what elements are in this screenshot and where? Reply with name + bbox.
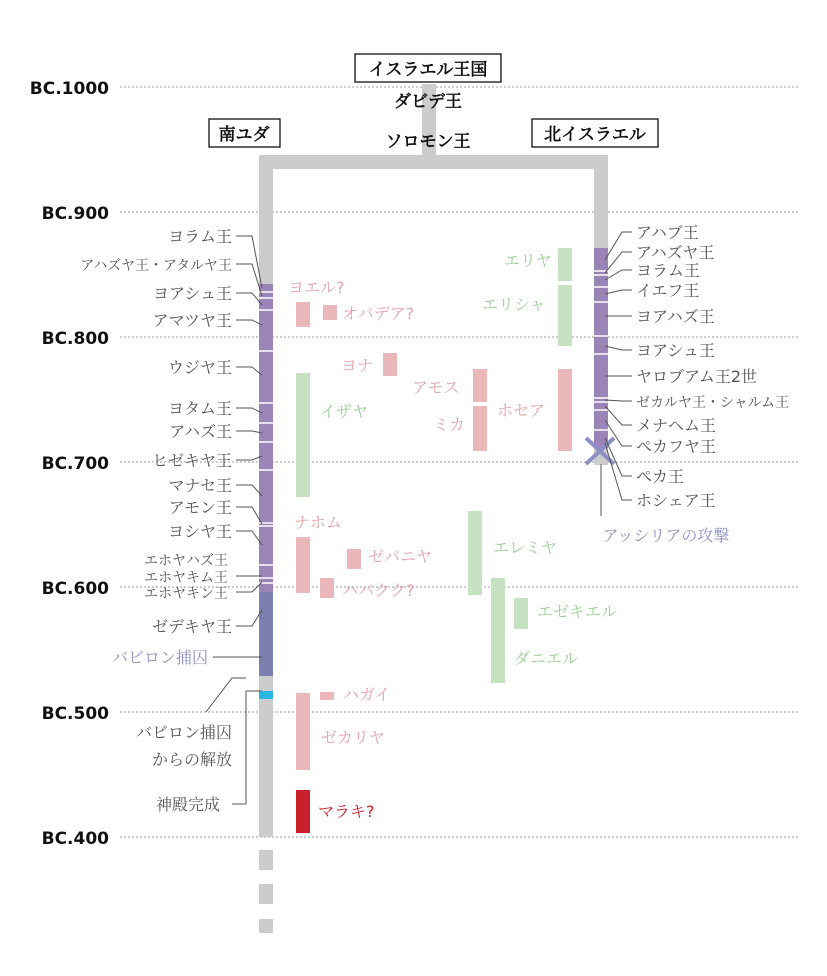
judah-king: ゼデキヤ王 xyxy=(151,617,232,636)
prophet-label: ミカ xyxy=(433,415,466,434)
prophet-label: エゼキエル xyxy=(537,602,618,621)
year-label: BC.1000 xyxy=(29,79,109,99)
year-label: BC.700 xyxy=(41,454,109,474)
prophet-label: マラキ? xyxy=(318,802,375,821)
year-label: BC.900 xyxy=(41,204,109,224)
prophet-label: オバデア? xyxy=(342,304,415,323)
judah-king: アハズヤ王・アタルヤ王 xyxy=(80,258,232,274)
judah-header: 南ユダ xyxy=(218,125,270,145)
judah-king: ヒゼキヤ王 xyxy=(151,451,232,470)
king-solomon: ソロモン王 xyxy=(385,132,471,152)
release-label-line2: からの解放 xyxy=(151,750,232,769)
year-labels xyxy=(30,79,109,849)
israel-king: ヨアハズ王 xyxy=(636,307,715,326)
israel-king: ペカ王 xyxy=(636,467,685,486)
trunk-dash xyxy=(259,850,273,870)
split-bar xyxy=(259,155,599,169)
prophet-label: ハガイ xyxy=(343,685,391,704)
year-label: BC.600 xyxy=(41,579,109,599)
king-david: ダビデ王 xyxy=(394,92,462,112)
judah-king: ヨラム王 xyxy=(168,227,232,246)
judah-king: マナセ王 xyxy=(168,476,232,495)
israel-king: ペカフヤ王 xyxy=(636,437,717,456)
united-kingdom-header: イスラエル王国 xyxy=(368,60,488,80)
judah-events xyxy=(112,648,262,814)
judah-king: エホヤキム王 xyxy=(144,570,228,586)
release-marker xyxy=(259,691,273,699)
prophet-label: ホセア xyxy=(497,401,546,420)
prophet-label: ナホム xyxy=(294,513,343,532)
israel-kings-bar xyxy=(586,248,614,464)
prophet-label: ダニエル xyxy=(514,649,579,668)
prophet-label: ハバクク? xyxy=(342,581,415,600)
israel-king-labels xyxy=(601,223,789,545)
judah-king: ウジヤ王 xyxy=(167,358,232,377)
year-label: BC.500 xyxy=(41,704,109,724)
trunk-dash xyxy=(259,919,273,933)
israel-king: ゼカルヤ王・シャルム王 xyxy=(636,395,790,411)
temple-completion-label: 神殿完成 xyxy=(155,795,220,814)
israel-king: アハブ王 xyxy=(636,223,699,242)
assyria-attack-label: アッシリアの攻撃 xyxy=(602,526,730,545)
judah-kings-bar xyxy=(259,284,273,699)
judah-king: アモン王 xyxy=(168,498,232,517)
judah-king: ヨタム王 xyxy=(167,399,232,418)
judah-king: ヨアシュ王 xyxy=(152,284,232,303)
kingdom-trunks xyxy=(259,84,608,933)
prophet-label: エレミヤ xyxy=(493,538,558,557)
israel-king: ヤロブアム王2世 xyxy=(636,367,758,386)
kingdom-headers xyxy=(209,54,658,152)
prophet-label: アモス xyxy=(412,378,460,397)
judah-king: エホヤキン王 xyxy=(144,586,228,602)
judah-king: アハズ王 xyxy=(169,422,232,441)
year-label: BC.800 xyxy=(41,329,109,349)
judah-king: アマツヤ王 xyxy=(152,311,232,330)
trunk-dash xyxy=(259,884,273,904)
israel-king: ホシェア王 xyxy=(636,491,716,510)
prophet-label: イザヤ xyxy=(320,402,369,421)
year-label: BC.400 xyxy=(41,829,109,849)
prophet-label: ヨエル? xyxy=(288,278,345,297)
prophet-label: ゼカリヤ xyxy=(321,728,385,747)
prophet-label: ゼパニヤ xyxy=(368,547,433,566)
prophet-label: エリヤ xyxy=(504,251,552,270)
prophet-label: エリシャ xyxy=(482,295,546,314)
israel-king: イエフ王 xyxy=(636,281,700,300)
release-label-line1: バビロン捕囚 xyxy=(135,723,232,742)
babylon-captivity-bar xyxy=(259,592,273,676)
israel-king: ヨアシュ王 xyxy=(636,341,716,360)
judah-king: ヨシヤ王 xyxy=(167,522,232,541)
israel-king: メナヘム王 xyxy=(636,416,717,435)
prophet-label: ヨナ xyxy=(341,356,374,375)
israel-king: アハズヤ王 xyxy=(636,243,715,262)
israel-king: ヨラム王 xyxy=(636,261,700,280)
israel-header: 北イスラエル xyxy=(544,125,646,145)
babylon-captivity-label: バビロン捕囚 xyxy=(111,648,208,667)
judah-king-labels xyxy=(80,227,262,636)
judah-king: エホヤハズ王 xyxy=(144,553,228,569)
